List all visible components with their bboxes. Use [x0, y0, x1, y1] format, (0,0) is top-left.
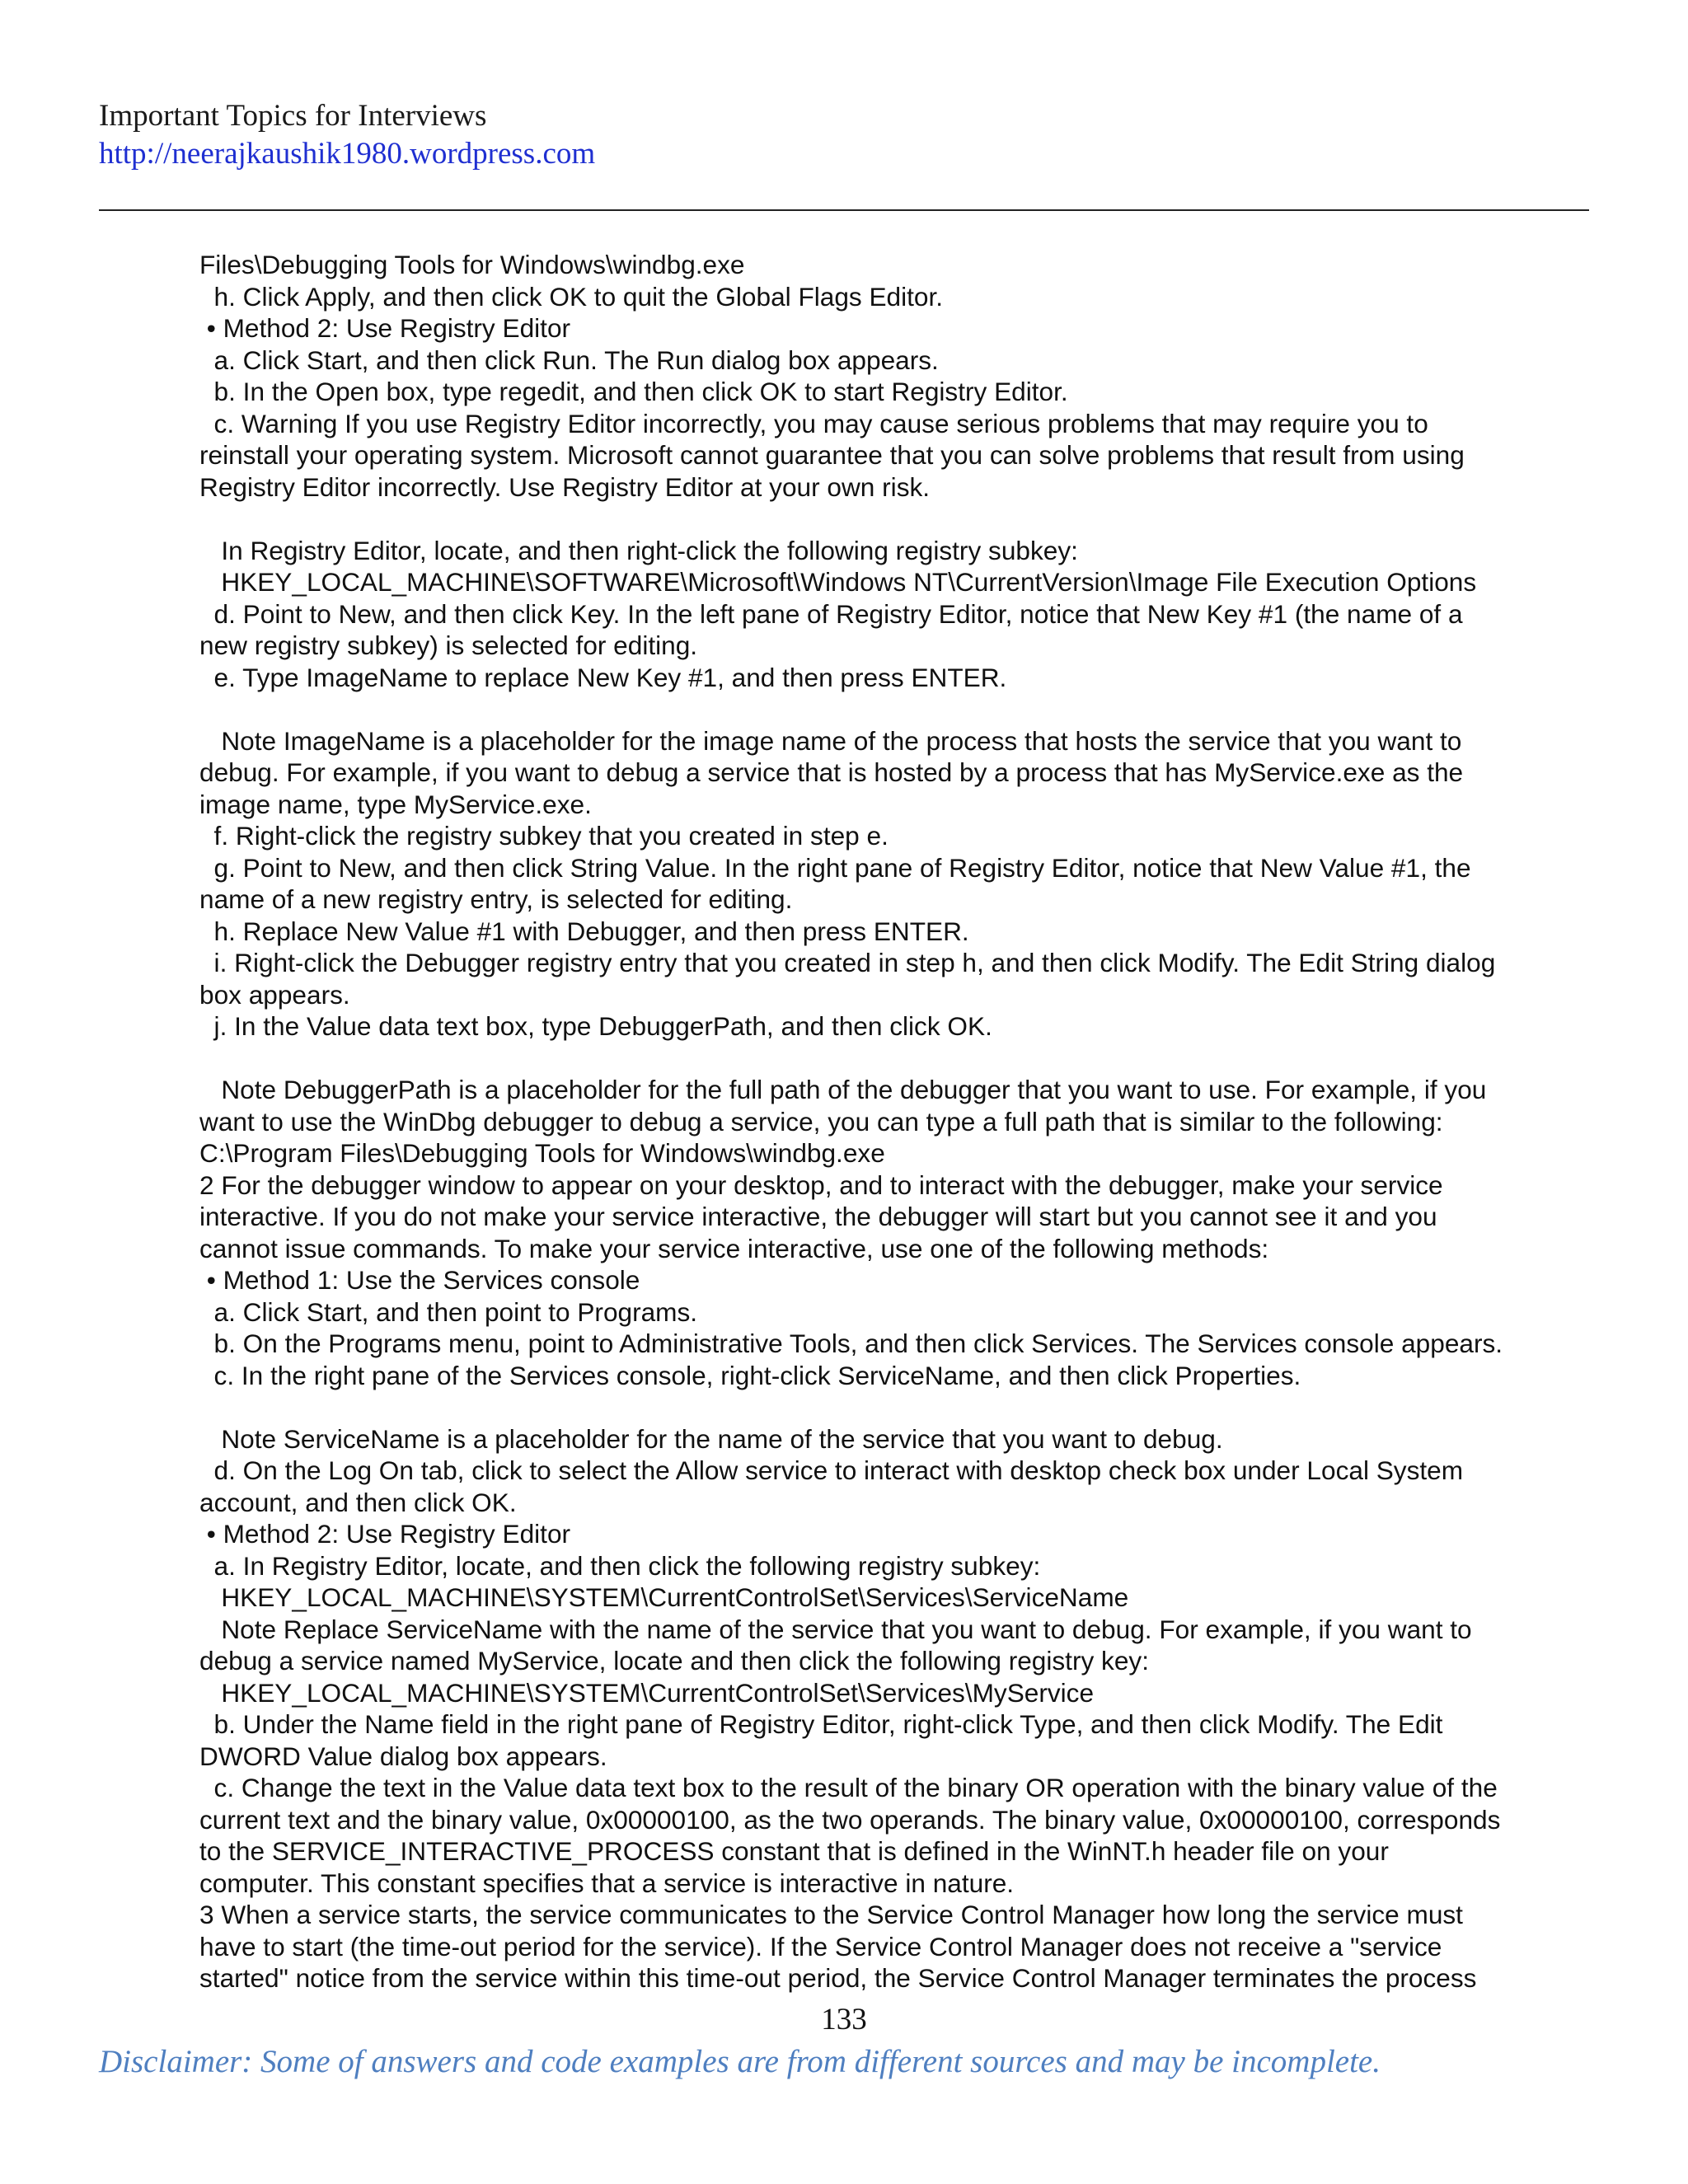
header-url-link[interactable]: http://neerajkaushik1980.wordpress.com	[99, 137, 596, 171]
text-line: started" notice from the service within this time-out period, the Service Control Manager terminates the process	[199, 1963, 1477, 1993]
text-line: d. On the Log On tab, click to select the Allow service to interact with desktop check box under Local System	[199, 1455, 1464, 1485]
text-line: want to use the WinDbg debugger to debug a service, you can type a full path that is similar to the following:	[199, 1106, 1443, 1137]
text-line: Files\Debugging Tools for Windows\windbg.exe	[199, 250, 745, 279]
blank-line	[199, 693, 1601, 725]
header-divider	[99, 209, 1589, 211]
text-line: debug. For example, if you want to debug a service that is hosted by a process that has MyService.exe as the	[199, 757, 1464, 787]
page-number: 133	[821, 2003, 867, 2036]
text-line: 2 For the debugger window to appear on your desktop, and to interact with the debugger, make your service	[199, 1169, 1443, 1200]
text-line: have to start (the time-out period for the service). If the Service Control Manager does not receive a "service	[199, 1931, 1442, 1961]
blank-line	[199, 1043, 1601, 1075]
text-line: h. Replace New Value #1 with Debugger, and then press ENTER.	[199, 916, 969, 946]
text-line: c. Change the text in the Value data text box to the result of the binary OR operation with the binary value of the	[199, 1773, 1498, 1802]
text-line: g. Point to New, and then click String Value. In the right pane of Registry Editor, notice that New Value #1, the	[199, 852, 1471, 883]
text-line: Registry Editor incorrectly. Use Registry Editor at your own risk.	[199, 471, 931, 502]
text-line: reinstall your operating system. Microsoft cannot guarantee that you can solve problems that result from using	[199, 440, 1465, 470]
text-line: h. Click Apply, and then click OK to quit the Global Flags Editor.	[199, 281, 944, 312]
blank-line	[199, 1391, 1601, 1423]
text-line: name of a new registry entry, is selected for editing.	[199, 884, 793, 914]
text-line: b. In the Open box, type regedit, and then click OK to start Registry Editor.	[199, 377, 1068, 406]
text-line: Note ServiceName is a placeholder for the name of the service that you want to debug.	[199, 1423, 1223, 1454]
header-title: Important Topics for Interviews	[99, 99, 487, 133]
text-line: account, and then click OK.	[199, 1487, 517, 1517]
text-line: to the SERVICE_INTERACTIVE_PROCESS constant that is defined in the WinNT.h header file on your	[199, 1836, 1389, 1866]
text-line: f. Right-click the registry subkey that you created in step e.	[199, 821, 889, 851]
text-line: j. In the Value data text box, type DebuggerPath, and then click OK.	[199, 1011, 992, 1041]
text-line: • Method 2: Use Registry Editor	[199, 313, 571, 343]
text-line: d. Point to New, and then click Key. In the left pane of Registry Editor, notice that New Key #1 (the name of a	[199, 598, 1463, 629]
text-line: b. Under the Name field in the right pane of Registry Editor, right-click Type, and then click Modify. The Edit	[199, 1709, 1443, 1739]
text-line: HKEY_LOCAL_MACHINE\SOFTWARE\Microsoft\Windows NT\CurrentVersion\Image File Execution Options	[199, 567, 1477, 597]
text-line: b. On the Programs menu, point to Administrative Tools, and then click Services. The Services console appears.	[199, 1329, 1503, 1358]
text-line: box appears.	[199, 979, 350, 1010]
blank-line	[199, 503, 1601, 535]
text-line: interactive. If you do not make your service interactive, the debugger will start but you cannot see it and you	[199, 1202, 1437, 1231]
text-line: Note ImageName is a placeholder for the image name of the process that hosts the service that you want to	[199, 725, 1462, 756]
text-line: • Method 2: Use Registry Editor	[199, 1519, 571, 1549]
text-line: e. Type ImageName to replace New Key #1, and then press ENTER.	[199, 662, 1007, 692]
document-body	[199, 249, 1601, 1994]
text-line: DWORD Value dialog box appears.	[199, 1741, 607, 1771]
text-line: HKEY_LOCAL_MACHINE\SYSTEM\CurrentControlSet\Services\ServiceName	[199, 1582, 1129, 1612]
footer-disclaimer: Disclaimer: Some of answers and code examples are from different sources and may be incomplete.	[99, 2044, 1381, 2079]
text-line: cannot issue commands. To make your service interactive, use one of the following methods:	[199, 1233, 1269, 1263]
text-line: c. Warning If you use Registry Editor incorrectly, you may cause serious problems that may require you to	[199, 408, 1428, 438]
text-line: In Registry Editor, locate, and then right-click the following registry subkey:	[199, 535, 1078, 565]
text-line: a. Click Start, and then click Run. The Run dialog box appears.	[199, 344, 939, 375]
text-line: C:\Program Files\Debugging Tools for Windows\windbg.exe	[199, 1138, 885, 1168]
text-line: a. In Registry Editor, locate, and then click the following registry subkey:	[199, 1550, 1041, 1581]
text-line: HKEY_LOCAL_MACHINE\SYSTEM\CurrentControlSet\Services\MyService	[199, 1677, 1095, 1708]
text-line: c. In the right pane of the Services console, right-click ServiceName, and then click Properties.	[199, 1360, 1301, 1390]
text-line: a. Click Start, and then point to Programs.	[199, 1296, 698, 1327]
text-line: Note Replace ServiceName with the name of the service that you want to debug. For example, if you want to	[199, 1614, 1472, 1644]
text-line: 3 When a service starts, the service communicates to the Service Control Manager how long the service must	[199, 1900, 1463, 1929]
text-line: Note DebuggerPath is a placeholder for the full path of the debugger that you want to use. For example, if you	[199, 1075, 1487, 1104]
text-line: • Method 1: Use the Services console	[199, 1265, 640, 1295]
text-line: current text and the binary value, 0x00000100, as the two operands. The binary value, 0x00000100, corresponds	[199, 1804, 1501, 1835]
page-header	[99, 97, 1582, 173]
text-line: i. Right-click the Debugger registry entry that you created in step h, and then click Modify. The Edit String dialog	[199, 948, 1496, 977]
text-line: image name, type MyService.exe.	[199, 789, 592, 819]
text-line: new registry subkey) is selected for editing.	[199, 630, 698, 660]
text-line: computer. This constant specifies that a service is interactive in nature.	[199, 1868, 1015, 1898]
text-line: debug a service named MyService, locate and then click the following registry key:	[199, 1646, 1149, 1675]
